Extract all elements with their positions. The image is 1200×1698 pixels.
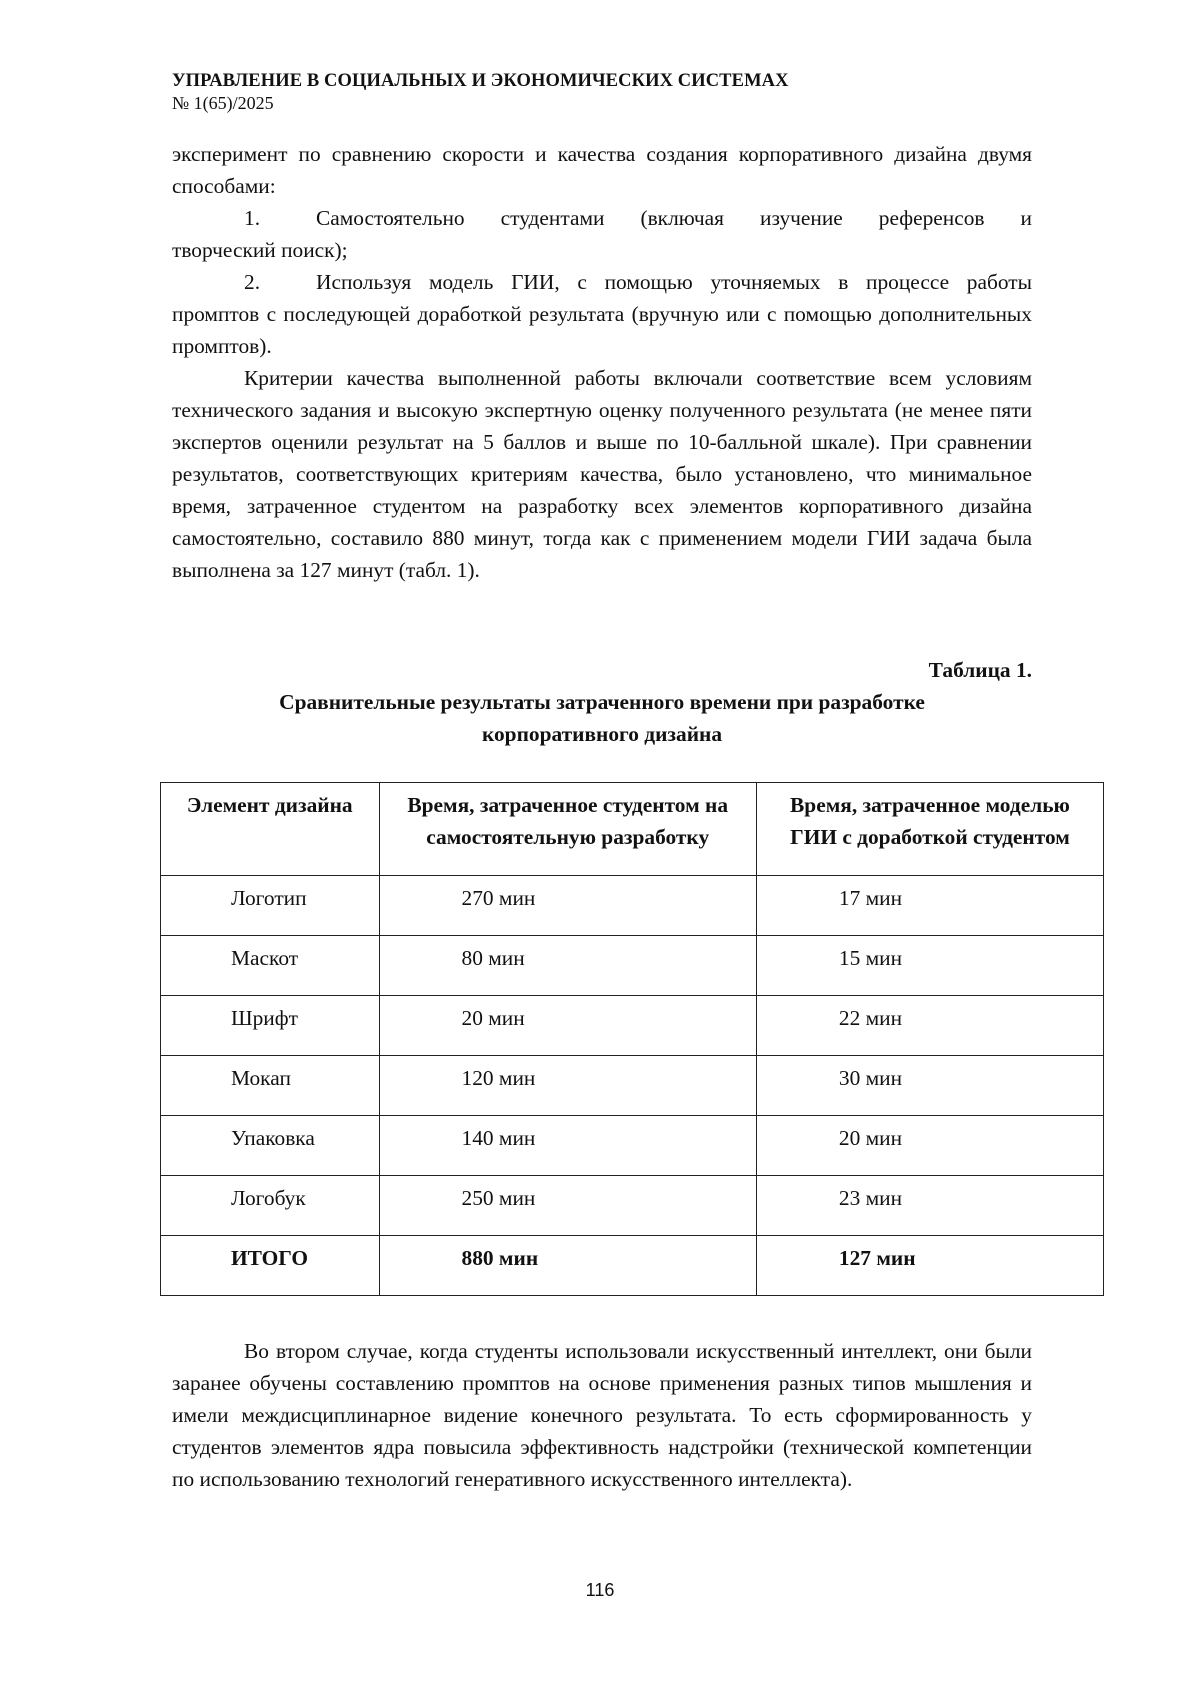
table-row <box>161 1116 1104 1176</box>
table-caption <box>172 654 1032 750</box>
issue-number: № 1(65)/2025 <box>172 93 274 113</box>
cell-element: Логобук <box>161 1176 380 1236</box>
cell-element: Мокап <box>161 1056 380 1116</box>
cell-model-time: 20 мин <box>756 1116 1103 1176</box>
table-header-row <box>161 783 1104 876</box>
table-row <box>161 1056 1104 1116</box>
cell-student-time: 250 мин <box>379 1176 756 1236</box>
table-row <box>161 996 1104 1056</box>
cell-total-student-time: 880 мин <box>379 1236 756 1296</box>
list-item <box>172 266 1032 298</box>
list-text-continued: творческий поиск); <box>172 238 348 262</box>
journal-title: УПРАВЛЕНИЕ В СОЦИАЛЬНЫХ И ЭКОНОМИЧЕСКИХ СИСТЕМАХ <box>172 71 789 91</box>
header-model-time: Время, затраченное моделью ГИИ с доработкой студентом <box>756 783 1103 876</box>
cell-student-time: 140 мин <box>379 1116 756 1176</box>
cell-student-time: 270 мин <box>379 876 756 936</box>
intro-text <box>172 138 1032 586</box>
list-text: Самостоятельно студентами (включая изучение референсов и <box>316 206 1032 230</box>
cell-student-time: 20 мин <box>379 996 756 1056</box>
cell-total-label: ИТОГО <box>161 1236 380 1296</box>
page-number: 116 <box>585 1580 615 1600</box>
header-student-time: Время, затраченное студентом на самостоятельную разработку <box>379 783 756 876</box>
cell-total-model-time: 127 мин <box>756 1236 1103 1296</box>
cell-element: Логотип <box>161 876 380 936</box>
outro-text <box>172 1335 1032 1495</box>
paragraph: Во втором случае, когда студенты использовали искусственный интеллект, они были заранее обучены составлению промптов на основе применения разных типов мышления и имели междисциплинарное видение конечного результата. То есть сформированность у студентов элементов ядра повысила эффективность надстройки (технической компетенции по использованию технологий генеративного искусственного интеллекта). <box>172 1339 1032 1491</box>
list-number: 2. <box>244 270 261 294</box>
cell-model-time: 17 мин <box>756 876 1103 936</box>
list-text: Используя модель ГИИ, с помощью уточняемых в процессе работы <box>316 270 1032 294</box>
paragraph: Критерии качества выполненной работы включали соответствие всем условиям технического задания и высокую экспертную оценку полученного результата (не менее пяти экспертов оценили результат на 5 баллов и выше по 10-балльной шкале). При сравнении результатов, соответствующих критериям качества, было установлено, что минимальное время, затраченное студентом на разработку всех элементов корпоративного дизайна самостоятельно, составило 880 минут, тогда как с применением модели ГИИ задача была выполнена за 127 минут (табл. 1). <box>172 366 1032 582</box>
header-element: Элемент дизайна <box>161 783 380 876</box>
list-number: 1. <box>244 206 261 230</box>
cell-model-time: 30 мин <box>756 1056 1103 1116</box>
table-title: Сравнительные результаты затраченного времени при разработке корпоративного дизайна <box>279 690 925 746</box>
cell-element: Маскот <box>161 936 380 996</box>
cell-model-time: 15 мин <box>756 936 1103 996</box>
table-row <box>161 876 1104 936</box>
list-text-continued: промптов с последующей доработкой результата (вручную или с помощью дополнительных промптов). <box>172 302 1032 358</box>
cell-element: Шрифт <box>161 996 380 1056</box>
cell-element: Упаковка <box>161 1116 380 1176</box>
list-item <box>172 202 1032 234</box>
table-number: Таблица 1. <box>928 658 1032 682</box>
table-row <box>161 1176 1104 1236</box>
results-table <box>160 782 1104 1296</box>
cell-model-time: 23 мин <box>756 1176 1103 1236</box>
cell-student-time: 80 мин <box>379 936 756 996</box>
cell-student-time: 120 мин <box>379 1056 756 1116</box>
table-row <box>161 936 1104 996</box>
paragraph: эксперимент по сравнению скорости и качества создания корпоративного дизайна двумя способами: <box>172 142 1032 198</box>
table-total-row <box>161 1236 1104 1296</box>
cell-model-time: 22 мин <box>756 996 1103 1056</box>
running-header <box>172 70 1032 114</box>
